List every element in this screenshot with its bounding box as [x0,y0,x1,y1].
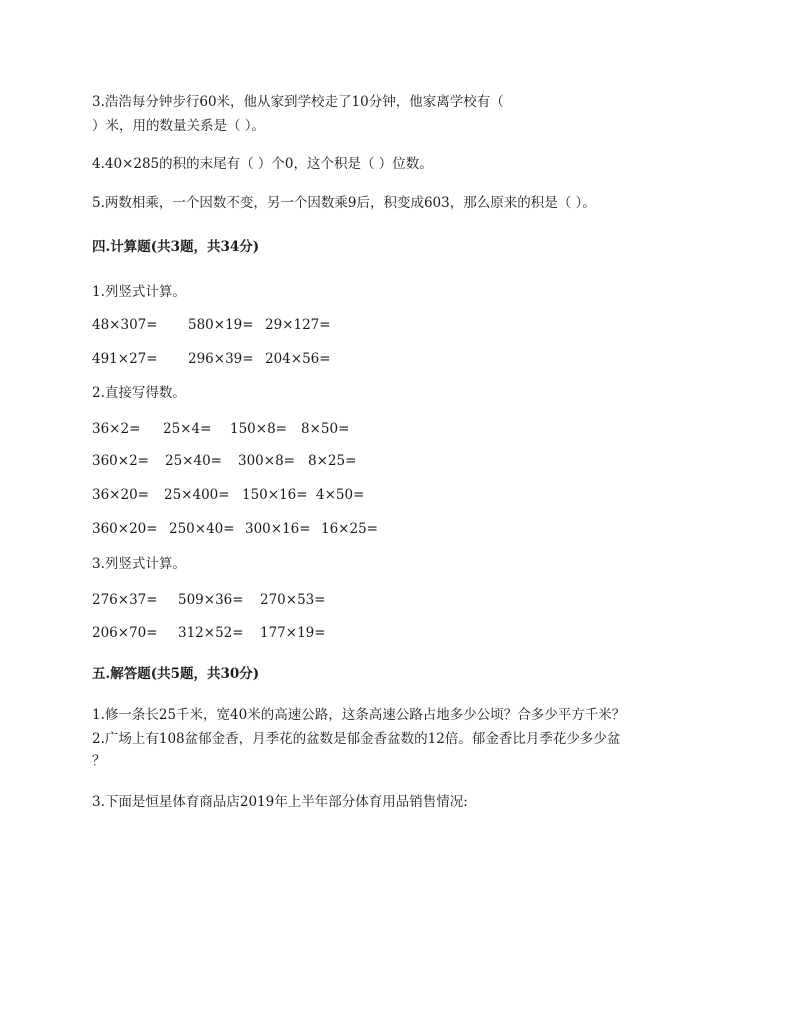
fill-blank-q4: 4.40×285的积的末尾有（ ）个0，这个积是（ ）位数。 [92,156,433,172]
expression: 204×56= [265,351,331,367]
expression: 150×8= [230,421,287,437]
expression: 276×37= [92,592,158,608]
expression: 300×16= [245,521,311,537]
expression: 360×2= [92,453,149,469]
expression: 29×127= [265,317,331,333]
expression: 48×307= [92,317,158,333]
section5-title: 五.解答题(共5题，共30分) [92,666,260,682]
section5-q2-line2: ？ [92,753,106,769]
expression: 8×25= [308,453,357,469]
expression: 300×8= [238,453,295,469]
section4-q3-title: 3.列竖式计算。 [92,556,186,572]
expression: 25×400= [164,487,230,503]
expression: 270×53= [260,592,326,608]
section4-title: 四.计算题(共3题，共34分) [92,239,260,255]
section5-q1: 1.修一条长25千米，宽40米的高速公路，这条高速公路占地多少公顷？合多少平方千米？ [92,707,626,723]
expression: 4×50= [316,487,365,503]
expression: 25×4= [163,421,212,437]
section5-q2-line1: 2.广场上有108盆郁金香，月季花的盆数是郁金香盆数的12倍。郁金香比月季花少多少盆 [92,731,621,747]
expression: 36×2= [92,421,141,437]
expression: 312×52= [178,625,244,641]
section4-q1-title: 1.列竖式计算。 [92,284,186,300]
expression: 36×20= [92,487,149,503]
expression: 360×20= [92,521,158,537]
section5-q3: 3.下面是恒星体育商品店2019年上半年部分体育用品销售情况: [92,794,468,810]
fill-blank-q3-line2: ）米，用的数量关系是（ ）。 [92,118,266,134]
expression: 206×70= [92,625,158,641]
section4-q2-title: 2.直接写得数。 [92,385,186,401]
fill-blank-q3-line1: 3.浩浩每分钟步行60米，他从家到学校走了10分钟，他家离学校有（ [92,94,504,110]
expression: 296×39= [188,351,254,367]
expression: 150×16= [242,487,308,503]
expression: 25×40= [165,453,222,469]
expression: 491×27= [92,351,158,367]
expression: 16×25= [321,521,378,537]
expression: 177×19= [260,625,326,641]
expression: 580×19= [188,317,254,333]
expression: 250×40= [169,521,235,537]
expression: 8×50= [301,421,350,437]
expression: 509×36= [178,592,244,608]
fill-blank-q5: 5.两数相乘，一个因数不变，另一个因数乘9后，积变成603，那么原来的积是（ ）。 [92,195,596,211]
